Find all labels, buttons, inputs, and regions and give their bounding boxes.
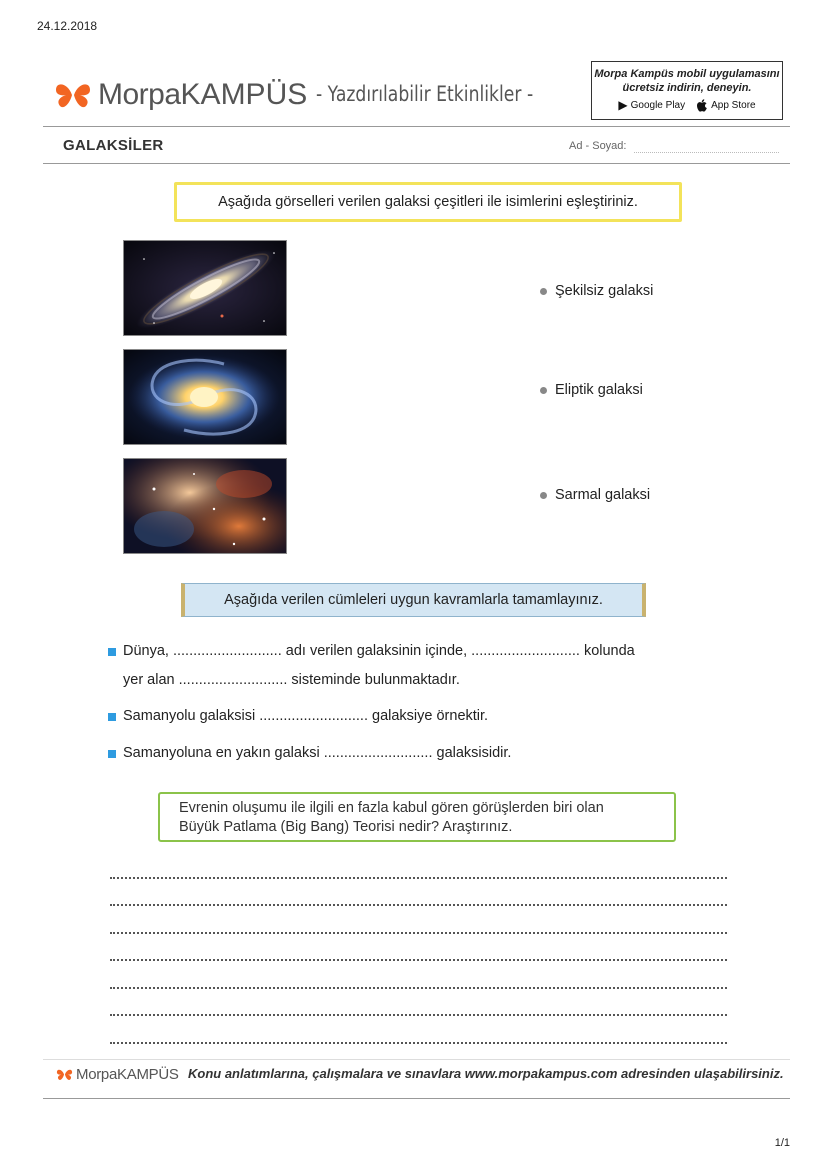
sentence-1-continued: yer alan ........................... sisteminde bulunmaktadır. (123, 672, 460, 688)
square-bullet-icon (108, 648, 116, 656)
apple-icon (697, 99, 708, 112)
app-download-box (591, 61, 783, 120)
galaxy-image-2 (123, 349, 287, 445)
butterfly-logo-icon (54, 81, 92, 109)
answer-line[interactable] (110, 1004, 727, 1016)
answer-line[interactable] (110, 977, 727, 989)
galaxy-image-3 (123, 458, 287, 554)
footer-brand: MorpaKAMPÜS (76, 1066, 179, 1083)
answer-line[interactable] (110, 949, 727, 961)
completion-instruction: Aşağıda verilen cümleleri uygun kavramlarla tamamlayınız. (181, 583, 646, 617)
research-question: Evrenin oluşumu ile ilgili en fazla kabul gören görüşlerden biri olan Büyük Patlama (Big Bang) Teorisi nedir? Araştırınız. (158, 792, 676, 842)
page-number: 1/1 (774, 1137, 790, 1149)
play-icon: ▶ (618, 98, 628, 112)
morpakampus-logo (54, 78, 307, 112)
square-bullet-icon (108, 713, 116, 721)
matching-instruction: Aşağıda görselleri verilen galaksi çeşitleri ile isimlerini eşleştiriniz. (174, 182, 682, 222)
bullet-dot (540, 288, 547, 295)
answer-line[interactable] (110, 922, 727, 934)
print-date: 24.12.2018 (37, 19, 98, 33)
bullet-dot (540, 492, 547, 499)
name-field[interactable] (634, 152, 779, 153)
tagline: - Yazdırılabilir Etkinlikler - (316, 82, 534, 106)
footer-divider-top (43, 1059, 790, 1060)
answer-line[interactable] (110, 894, 727, 906)
footer-text: Konu anlatımlarına, çalışmalara ve sınavlara www.morpakampus.com adresinden ulaşabilirsiniz. (188, 1066, 784, 1081)
app-promo-text: Morpa Kampüs mobil uygulamasını ücretsiz indirin, deneyin. (594, 68, 780, 94)
option-item-2[interactable]: Eliptik galaksi (540, 382, 643, 398)
google-play-link[interactable]: ▶ Google Play (618, 98, 686, 112)
answer-line[interactable] (110, 1032, 727, 1044)
answer-line[interactable] (110, 867, 727, 879)
square-bullet-icon (108, 750, 116, 758)
title-divider (43, 163, 790, 164)
sentence-2: Samanyolu galaksisi ........................... galaksiye örnektir. (108, 708, 488, 724)
header-divider (43, 126, 790, 127)
butterfly-logo-icon (56, 1068, 73, 1081)
name-label: Ad - Soyad: (569, 140, 627, 152)
bullet-dot (540, 387, 547, 394)
footer-logo (56, 1066, 179, 1083)
app-store-link[interactable]: App Store (697, 98, 755, 112)
option-item-3[interactable]: Sarmal galaksi (540, 487, 650, 503)
website-link[interactable]: www.morpakampus.com (464, 1066, 618, 1081)
sentence-3: Samanyoluna en yakın galaksi ........................... galaksisidir. (108, 745, 511, 761)
page-title: GALAKSİLER (63, 137, 164, 154)
brand-name: MorpaKAMPÜS (98, 78, 308, 111)
sentence-1: Dünya, ........................... adı verilen galaksinin içinde, ........................... kolunda (108, 643, 635, 659)
option-item-1[interactable]: Şekilsiz galaksi (540, 283, 653, 299)
galaxy-image-1 (123, 240, 287, 336)
footer-divider-bottom (43, 1098, 790, 1099)
